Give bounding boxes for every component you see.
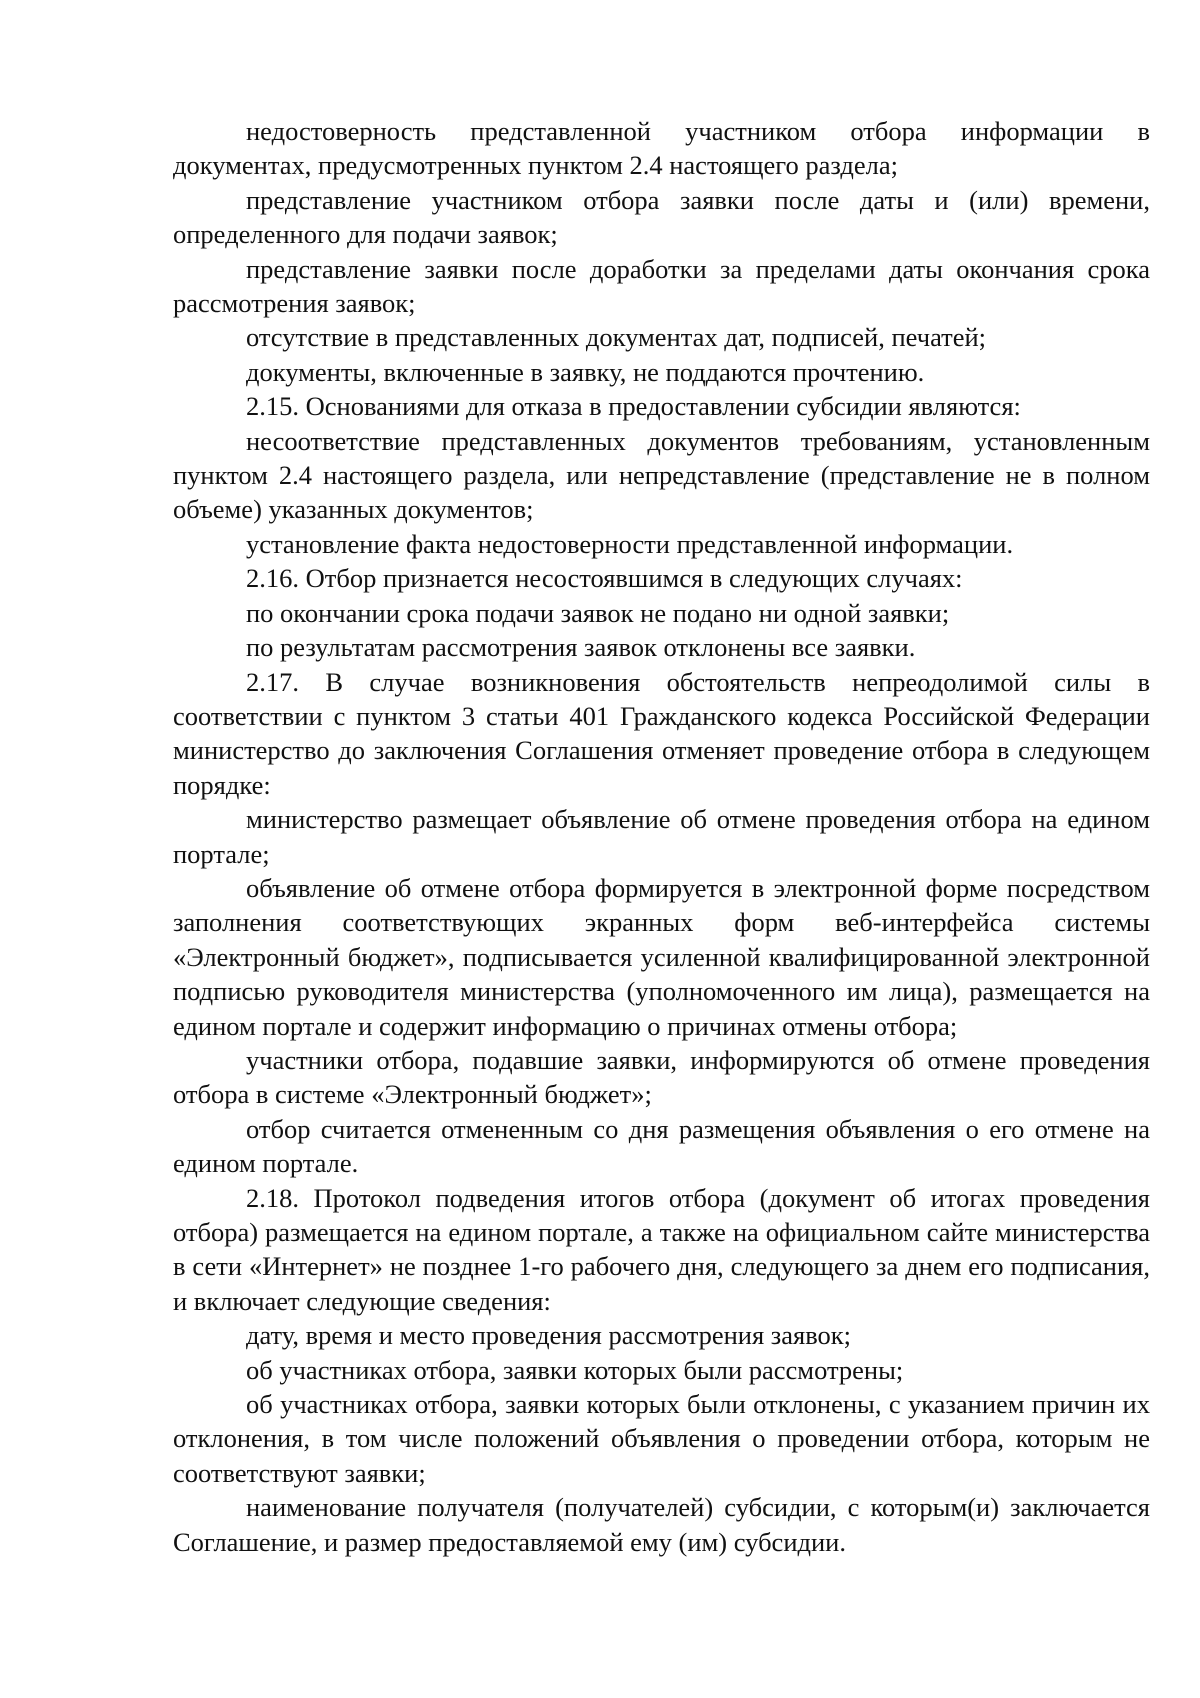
paragraph-11: по результатам рассмотрения заявок отклонены все заявки. — [246, 632, 916, 663]
paragraph-18: дату, время и место проведения рассмотрения заявок; — [246, 1320, 852, 1351]
clause-2-15: 2.15. Основаниями для отказа в предоставлении субсидии являются: — [246, 391, 1021, 422]
clause-2-18: 2.18. Протокол подведения итогов отбора (документ об итогах проведения отбора) размещается на едином портале, а также на официальном сайте министерства в сети «Интернет» не позднее 1-го рабочего дня, следующего за днем его подписания, и включает следующие сведения: — [173, 1182, 1150, 1316]
document-page — [173, 114, 1150, 1559]
paragraph-14: объявление об отмене отбора формируется в электронной форме посредством заполнения соответствующих экранных форм веб-интерфейса системы «Электронный бюджет», подписывается усиленной квалифицированной электронной подписью руководителя министерства (уполномоченного им лица), размещается на едином портале и содержит информацию о причинах отмены отбора; — [173, 872, 1150, 1041]
paragraph-10: по окончании срока подачи заявок не подано ни одной заявки; — [246, 597, 950, 628]
paragraph-16: отбор считается отмененным со дня размещения объявления о его отмене на едином портале. — [173, 1113, 1150, 1179]
paragraph-21: наименование получателя (получателей) субсидии, с которым(и) заключается Соглашение, и размер предоставляемой ему (им) субсидии. — [173, 1492, 1150, 1557]
paragraph-5: документы, включенные в заявку, не поддаются прочтению. — [246, 356, 925, 387]
paragraph-1: недостоверность представленной участником отбора информации в документах, предусмотренных пунктом 2.4 настоящего раздела; — [173, 116, 1150, 181]
paragraph-15: участники отбора, подавшие заявки, информируются об отмене проведения отбора в системе «Электронный бюджет»; — [173, 1044, 1150, 1110]
paragraph-3: представление заявки после доработки за пределами даты окончания срока рассмотрения заявок; — [173, 253, 1150, 319]
clause-2-16: 2.16. Отбор признается несостоявшимся в следующих случаях: — [246, 563, 963, 594]
paragraph-7: несоответствие представленных документов требованиям, установленным пунктом 2.4 настоящего раздела, или непредставление (представление не в полном объеме) указанных документов; — [173, 425, 1150, 525]
paragraph-8: установление факта недостоверности представленной информации. — [246, 528, 1014, 559]
paragraph-13: министерство размещает объявление об отмене проведения отбора на едином портале; — [173, 804, 1150, 869]
paragraph-4: отсутствие в представленных документах дат, подписей, печатей; — [246, 322, 987, 353]
clause-2-17: 2.17. В случае возникновения обстоятельств непреодолимой силы в соответствии с пунктом 3 статьи 401 Гражданского кодекса Российской Федерации министерство до заключения Соглашения отменяет проведение отбора в следующем порядке: — [173, 666, 1150, 800]
paragraph-2: представление участником отбора заявки после даты и (или) времени, определенного для подачи заявок; — [173, 184, 1150, 250]
paragraph-20: об участниках отбора, заявки которых были отклонены, с указанием причин их отклонения, в том числе положений объявления о проведении отбора, которым не соответствуют заявки; — [173, 1389, 1150, 1488]
paragraph-19: об участниках отбора, заявки которых были рассмотрены; — [246, 1354, 904, 1385]
